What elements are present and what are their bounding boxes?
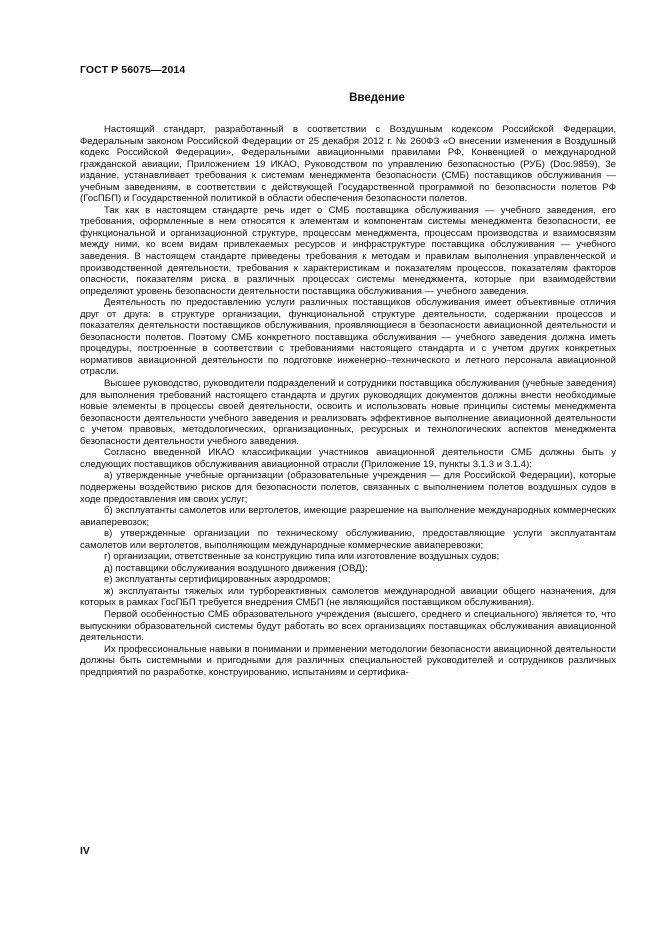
page-number: IV (80, 845, 90, 857)
list-item: ж) эксплуатанты тяжелых или турбореактивных самолетов международной авиации общего назначения, для которых в рамках ГосПБП требуется внедрения СМБП (не являющийся поставщиком обслуживания). (80, 585, 616, 609)
list-item: а) утвержденные учебные организации (образовательные учреждения — для Российской Федерации), которые подвержены воздействию рисков для безопасности полетов, связанных с выполнением полетов воздушных судов в ходе предоставления им своих услуг; (80, 470, 616, 505)
list-item: г) организации, ответственные за конструкцию типа или изготовление воздушных судов; (104, 551, 500, 563)
list-item: д) поставщики обслуживания воздушного движения (ОВД); (104, 562, 368, 574)
list-item: е) эксплуатанты сертифицированных аэродромов; (104, 574, 331, 586)
section-title: Введение (349, 92, 405, 104)
list-item: б) эксплуатанты самолетов или вертолетов, имеющие разрешение на выполнение международных коммерческих авиаперевозок; (80, 505, 616, 528)
paragraph: Их профессиональные навыки в понимании и применении методологии безопасности авиационной деятельности должны быть системными и пригодными для различных специальностей руководителей и сотрудников различных предприятий по разработке, конструированию, испытаниям и сертифика- (80, 643, 616, 678)
paragraph: Деятельность по предоставлению услуги различных поставщиков обслуживания имеет объективные отличия друг от друга: в структуре организации, функциональной структуре деятельности, содержании процессов и показателях деятельности поставщиков обслуживания, проявляющиеся в безопасности авиационной деятельности и безопасности полетов. Поэтому СМБ конкретного поставщика обслуживания — учебного заведения должна иметь процедуры, построенные в соответствии с требованиями настоящего стандарта и с учетом других конкретных нормативов авиационной деятельности по подготовке инженерно–технического и летного персонала авиационной отрасли. (80, 297, 616, 378)
list-item: в) утвержденные организации по техническому обслуживанию, предоставляющие услуги эксплуатантам самолетов или вертолетов, выполняющим международные коммерческие авиаперевозки; (80, 528, 616, 551)
paragraph: Согласно введенной ИКАО классификации участников авиационной деятельности СМБ должны быть у следующих поставщиков обслуживания авиационной отрасли (Приложение 19, пункты 3.1.3 и 3.1.4): (80, 447, 616, 470)
paragraph: Так как в настоящем стандарте речь идет о СМБ поставщика обслуживания — учебного заведения, его требования, оформленные в нем относятся к элементам и компонентам системы менеджмента безопасности, ее функциональной и организационной структуре, процессам менеджмента, процессам производства и взаимосвязям между ними, ко всем видам привлекаемых ресурсов и инфраструктуре поставщика обслуживания — учебного заведения. В настоящем стандарте приведены требования к методам и правилам выполнения управленческой и производственной деятельности, требования к характеристикам и показателям процессов, показателям факторов опасности, показателям риска в различных процессах системы менеджмента, которые при взаимодействии определяют уровень безопасности деятельности поставщика обслуживания — учебного заведения. (80, 204, 616, 297)
document-body (80, 124, 616, 678)
paragraph: Настоящий стандарт, разработанный в соответствии с Воздушным кодексом Российской Федерации, Федеральным законом Российской Федерации от 25 декабря 2012 г. № 260ФЗ «О внесении изменения в Воздушный кодекс Российской Федерации», Федеральными авиационными правилами РФ, Конвенцией о международной гражданской авиации, Приложением 19 ИКАО, Руководством по управлению безопасностью (РУБ) (Doc.9859), 3е издание, устанавливает требования к системам менеджмента безопасности (СМБ) поставщиков обслуживания — учебным заведениям, в соответствии с действующей Государственной программой по безопасности полетов РФ (ГосПБП) и Государственной политикой в области обеспечения безопасности полетов. (80, 124, 616, 205)
document-code-header: ГОСТ Р 56075—2014 (80, 64, 186, 76)
paragraph: Первой особенностью СМБ образовательного учреждения (высшего, среднего и специального) является то, что выпускники образовательной системы будут работать во всех организациях поставщиках обслуживания авиационной деятельности. (80, 608, 616, 644)
paragraph: Высшее руководство, руководители подразделений и сотрудники поставщика обслуживания (учебные заведения) для выполнения требований настоящего стандарта и других руководящих документов должны внести необходимые новые элементы в процессы своей деятельности, освоить и использовать новые принципы системы менеджмента безопасности деятельности учебного заведения и реализовать эффективное выполнение авиационной деятельности с учетом правовых, методологических, организационных, ресурсных и технологических аспектов менеджмента безопасности деятельности учебного заведения. (80, 378, 616, 447)
